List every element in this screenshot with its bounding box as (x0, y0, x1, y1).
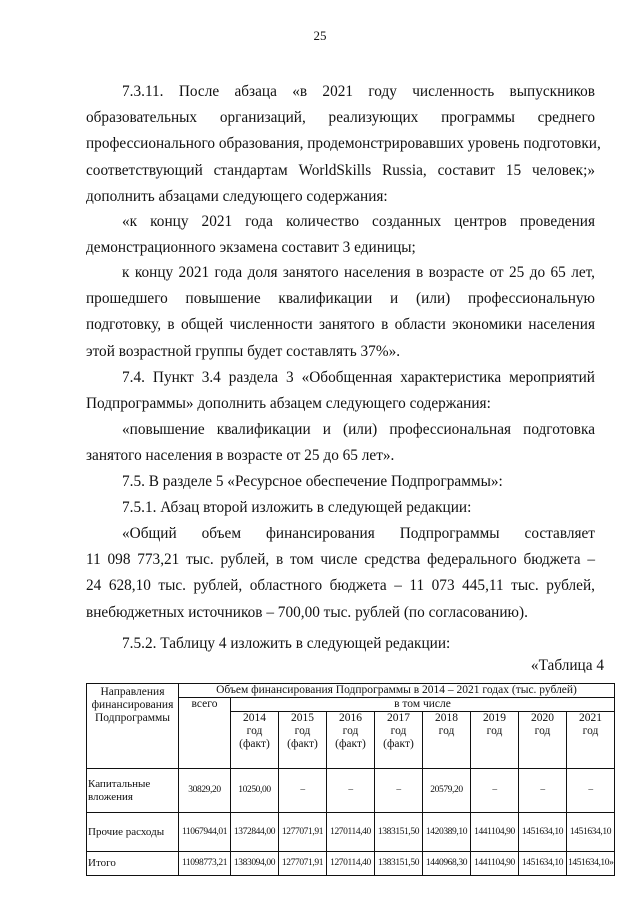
text-line: внебюджетных источников – 700,00 тыс. рублей (по согласованию). (86, 603, 528, 621)
text-line: 7.5. В разделе 5 «Ресурсное обеспечение Подпрограммы»: (122, 473, 503, 490)
text-line: демонстрационного экзамена составит 3 единицы; (86, 239, 416, 257)
text-line: Подпрограммы» дополнить абзацем следующего содержания: (86, 395, 491, 413)
year-header: 2017 год (факт) (375, 712, 423, 769)
value-cell: 20579,20 (423, 769, 471, 813)
value-cell: – (327, 769, 375, 813)
total-header: всего (179, 698, 231, 769)
table-row-total (87, 852, 615, 876)
text-line: дополнить абзацами следующего содержания: (86, 187, 388, 205)
paragraph-7-4 (86, 365, 595, 417)
value-cell: 30829,20 (179, 769, 231, 813)
text-line: 11 098 773,21 тыс. рублей, в том числе средства федерального бюджета – (86, 551, 595, 569)
paragraph-qualification (86, 417, 595, 469)
value-cell: 1383151,50 (375, 813, 423, 852)
paragraph-7-5 (86, 469, 595, 495)
year-header: 2021 год (567, 712, 615, 769)
value-cell: 10250,00 (231, 769, 279, 813)
text-line: 7.3.11. После абзаца «в 2021 году численность выпускников (122, 83, 595, 100)
row-label: Итого (87, 852, 179, 876)
paragraph-centers (86, 209, 595, 261)
text-line: занятого населения в возрасте от 25 до 65 лет». (86, 447, 395, 465)
text-line: 7.5.1. Абзац второй изложить в следующей редакции: (122, 499, 472, 516)
text-line: соответствующий стандартам WorldSkills Russia, составит 15 человек;» (86, 161, 595, 179)
row-label: Капитальные вложения (87, 769, 179, 813)
paragraph-7-5-1 (86, 495, 595, 521)
paragraph-employment-share (86, 260, 595, 365)
page-number: 25 (313, 28, 327, 43)
text-line: этой возрастной группы будет составлять 37%». (86, 342, 401, 360)
year-header: 2020 год (519, 712, 567, 769)
text-line: к концу 2021 года доля занятого населения в возрасте от 25 до 65 лет, (122, 264, 595, 281)
value-cell: 1277071,91 (279, 852, 327, 876)
row-label: Прочие расходы (87, 813, 179, 852)
including-header: в том числе (231, 698, 615, 712)
text-line: 7.4. Пункт 3.4 раздела 3 «Обобщенная характеристика мероприятий (122, 369, 595, 386)
value-cell: 1451634,10» (567, 852, 615, 876)
value-cell: 1383094,00 (231, 852, 279, 876)
volume-header: Объем финансирования Подпрограммы в 2014 – 2021 годах (тыс. рублей) (179, 684, 615, 698)
year-header: 2015 год (факт) (279, 712, 327, 769)
value-cell: 11067944,01 (179, 813, 231, 852)
text-line: «Общий объем финансирования Подпрограммы составляет (122, 525, 595, 542)
value-cell: – (375, 769, 423, 813)
text-line: прошедшего повышение квалификации и (или) профессиональную (86, 290, 595, 308)
value-cell: 11098773,21 (179, 852, 231, 876)
year-header: 2016 год (факт) (327, 712, 375, 769)
value-cell: – (279, 769, 327, 813)
value-cell: 1440968,30 (423, 852, 471, 876)
text-line: профессионального образования, продемонстрировавших уровень подготовки, (86, 135, 601, 153)
value-cell: 1441104,90 (471, 813, 519, 852)
value-cell: 1270114,40 (327, 813, 375, 852)
financing-table (86, 683, 615, 876)
table-row-other (87, 813, 615, 852)
value-cell: 1372844,00 (231, 813, 279, 852)
table-header-row (87, 684, 615, 698)
text-line: образовательных организаций, реализующих программы среднего (86, 109, 595, 127)
text-line: «повышение квалификации и (или) профессиональная подготовка (122, 421, 595, 438)
year-header: 2019 год (471, 712, 519, 769)
year-header: 2018 год (423, 712, 471, 769)
table-row-capital (87, 769, 615, 813)
value-cell: – (567, 769, 615, 813)
value-cell: 1277071,91 (279, 813, 327, 852)
text-line: 24 628,10 тыс. рублей, областного бюджета – 11 073 445,11 тыс. рублей, (86, 577, 595, 595)
text-line: «к концу 2021 года количество созданных центров проведения (122, 213, 595, 230)
direction-header: Направления финансирования Подпрограммы (87, 684, 179, 769)
value-cell: 1441104,90 (471, 852, 519, 876)
value-cell: – (471, 769, 519, 813)
paragraph-7-3-11 (86, 79, 601, 210)
value-cell: – (519, 769, 567, 813)
value-cell: 1451634,10 (567, 813, 615, 852)
value-cell: 1270114,40 (327, 852, 375, 876)
paragraph-7-5-2 (86, 631, 595, 657)
value-cell: 1383151,50 (375, 852, 423, 876)
text-line: подготовку, в общей численности занятого в области экономики населения (86, 316, 595, 334)
text-line: 7.5.2. Таблицу 4 изложить в следующей редакции: (122, 635, 451, 652)
table-caption: «Таблица 4 (530, 657, 604, 674)
value-cell: 1420389,10 (423, 813, 471, 852)
year-header: 2014 год (факт) (231, 712, 279, 769)
value-cell: 1451634,10 (519, 813, 567, 852)
paragraph-financing-volume (86, 521, 595, 626)
value-cell: 1451634,10 (519, 852, 567, 876)
